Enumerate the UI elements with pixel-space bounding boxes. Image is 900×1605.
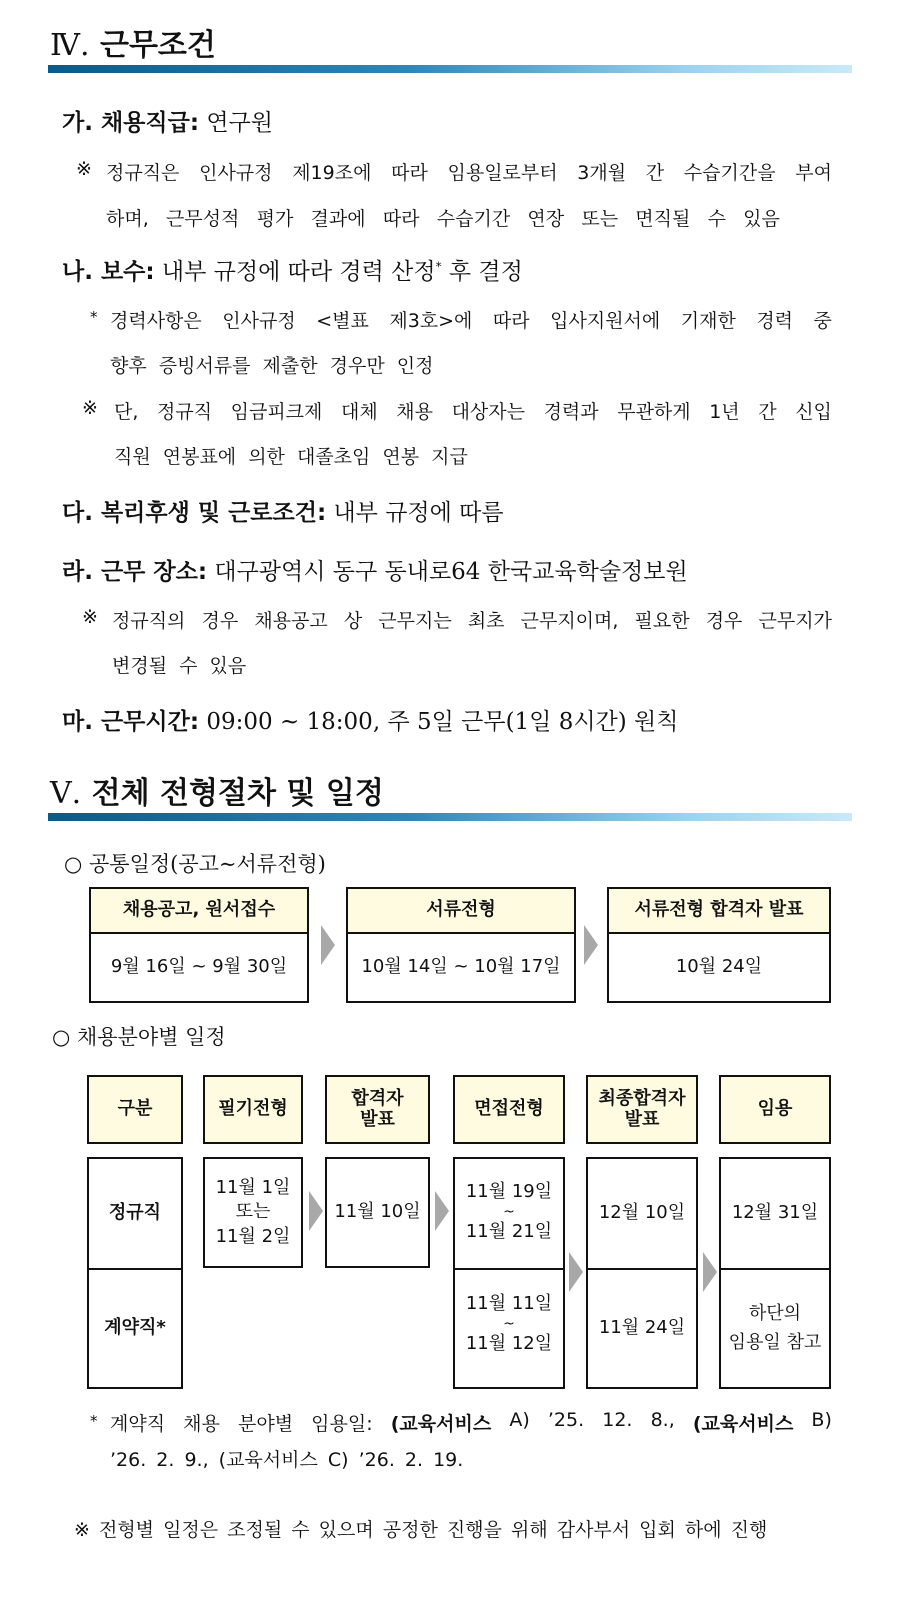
item-a-note-mark: ※ [76,158,92,180]
common-step-2-value: 10월 14일 ~ 10월 17일 [361,956,561,978]
section4-heading [50,20,216,64]
contract-note-line1: 계약직 채용 분야별 임용일: (교육서비스 A) ’25. 12. 8., (교육서비스 B) [110,1409,832,1435]
item-c-text: 내부 규정에 따름 [333,500,504,526]
common-step-3-header: 서류전형 합격자 발표 [609,889,829,934]
interview-contract-tilde: ~ [503,1316,515,1332]
common-step-1-header: 채용공고, 원서접수 [91,889,307,934]
field-arrow-1 [309,1191,323,1231]
interview-regular-tilde: ~ [503,1204,515,1220]
common-step-1-value: 9월 16일 ~ 9월 30일 [110,956,288,978]
item-c-label: 다. 복리후생 및 근로조건: [62,500,327,526]
item-b-sup: * [435,259,442,274]
header-written: 필기전형 [203,1075,303,1144]
section4-title: 근무조건 [99,28,216,63]
item-b-note2-mark: ※ [82,397,98,419]
type-column [87,1157,183,1389]
common-step-2-header: 서류전형 [348,889,574,934]
section4-number: Ⅳ. [50,28,90,63]
item-b-text: 내부 규정에 따라 경력 산정 [161,259,436,285]
common-arrow-2 [584,925,598,965]
section5-heading [50,768,384,812]
appoint-column [719,1157,831,1389]
common-step-3 [607,887,831,1003]
item-b-note2-line1: 단, 정규직 임금피크제 대체 채용 대상자는 경력과 무관하게 1년 간 신입 [114,401,832,423]
field-arrow-4 [703,1252,717,1292]
section5-number: Ⅴ. [50,776,82,811]
common-step-2 [346,887,576,1003]
item-a-note-line2: 하며, 근무성적 평가 결과에 따라 수습기간 연장 또는 면직될 수 있음 [106,208,780,230]
interview-contract-from: 11월 11일 [465,1293,553,1314]
item-b-note1-line2: 향후 증빙서류를 제출한 경우만 인정 [110,355,434,377]
item-a-label: 가. 채용직급: [62,110,200,136]
item-b-note1-mark: * [90,308,98,326]
item-d-label: 라. 근무 장소: [62,559,208,585]
item-e-label: 마. 근무시간: [62,709,200,735]
contract-note-line2: ’26. 2. 9., (교육서비스 C) ’26. 2. 19. [110,1449,464,1471]
interview-regular-to: 11월 21일 [465,1221,553,1242]
item-b-text2: 후 결정 [448,259,523,285]
final-regular: 12월 10일 [598,1202,686,1224]
header-announce: 합격자 발표 [325,1075,430,1144]
section5-title: 전체 전형절차 및 일정 [91,776,384,811]
announce-regular-box [325,1157,430,1268]
final-column [586,1157,698,1389]
field-schedule-heading: ○ 채용분야별 일정 [52,1025,226,1049]
announce-regular: 11월 10일 [334,1201,421,1223]
interview-contract-to: 11월 12일 [465,1333,553,1354]
header-interview: 면접전형 [453,1075,565,1144]
common-schedule-heading: ○ 공통일정(공고∼서류전형) [64,852,326,876]
item-c [62,494,504,527]
item-b-label: 나. 보수: [62,259,155,285]
section4-rule [48,65,852,73]
common-arrow-1 [321,925,335,965]
item-b-note2-line2: 직원 연봉표에 의한 대졸초임 연봉 지급 [114,446,468,468]
item-b [62,253,523,286]
item-a-note-line1: 정규직은 인사규정 제19조에 따라 임용일로부터 3개월 간 수습기간을 부여 [106,162,832,184]
interview-column [453,1157,565,1389]
item-d-note-line2: 변경될 수 있음 [112,655,247,677]
item-a [62,104,273,137]
field-arrow-3 [569,1252,583,1292]
item-d-note-mark: ※ [82,606,98,628]
field-arrow-2 [435,1191,449,1231]
header-appoint: 임용 [719,1075,831,1144]
header-type: 구분 [87,1075,183,1144]
final-note: ※ 전형별 일정은 조정될 수 있으며 공정한 진행을 위해 감사부서 입회 하에 진행 [74,1519,768,1541]
common-step-1 [89,887,309,1003]
written-regular: 11월 1일 또는 11월 2일 [215,1177,291,1247]
header-final: 최종합격자 발표 [586,1075,698,1144]
item-e-text: 09:00 ~ 18:00, 주 5일 근무(1일 8시간) 원칙 [206,709,679,735]
appoint-regular: 12월 31일 [731,1202,819,1224]
item-d-text: 대구광역시 동구 동내로64 한국교육학술정보원 [214,559,688,585]
item-d-note-line1: 정규직의 경우 채용공고 상 근무지는 최초 근무지이며, 필요한 경우 근무지가 [112,610,832,632]
item-a-text: 연구원 [206,110,274,136]
item-b-note1-line1: 경력사항은 인사규정 <별표 제3호>에 따라 입사지원서에 기재한 경력 중 [110,310,832,332]
interview-regular-from: 11월 19일 [465,1181,553,1202]
appoint-contract: 하단의 임용일 참고 [728,1302,822,1353]
type-regular: 정규직 [108,1202,162,1224]
written-regular-box [203,1157,303,1268]
item-e [62,703,679,736]
section5-rule [48,813,852,821]
type-contract: 계약직* [104,1317,166,1339]
contract-note-mark: * [90,1412,98,1430]
item-d [62,553,688,586]
common-step-3-value: 10월 24일 [675,956,763,978]
final-contract: 11월 24일 [598,1317,686,1339]
